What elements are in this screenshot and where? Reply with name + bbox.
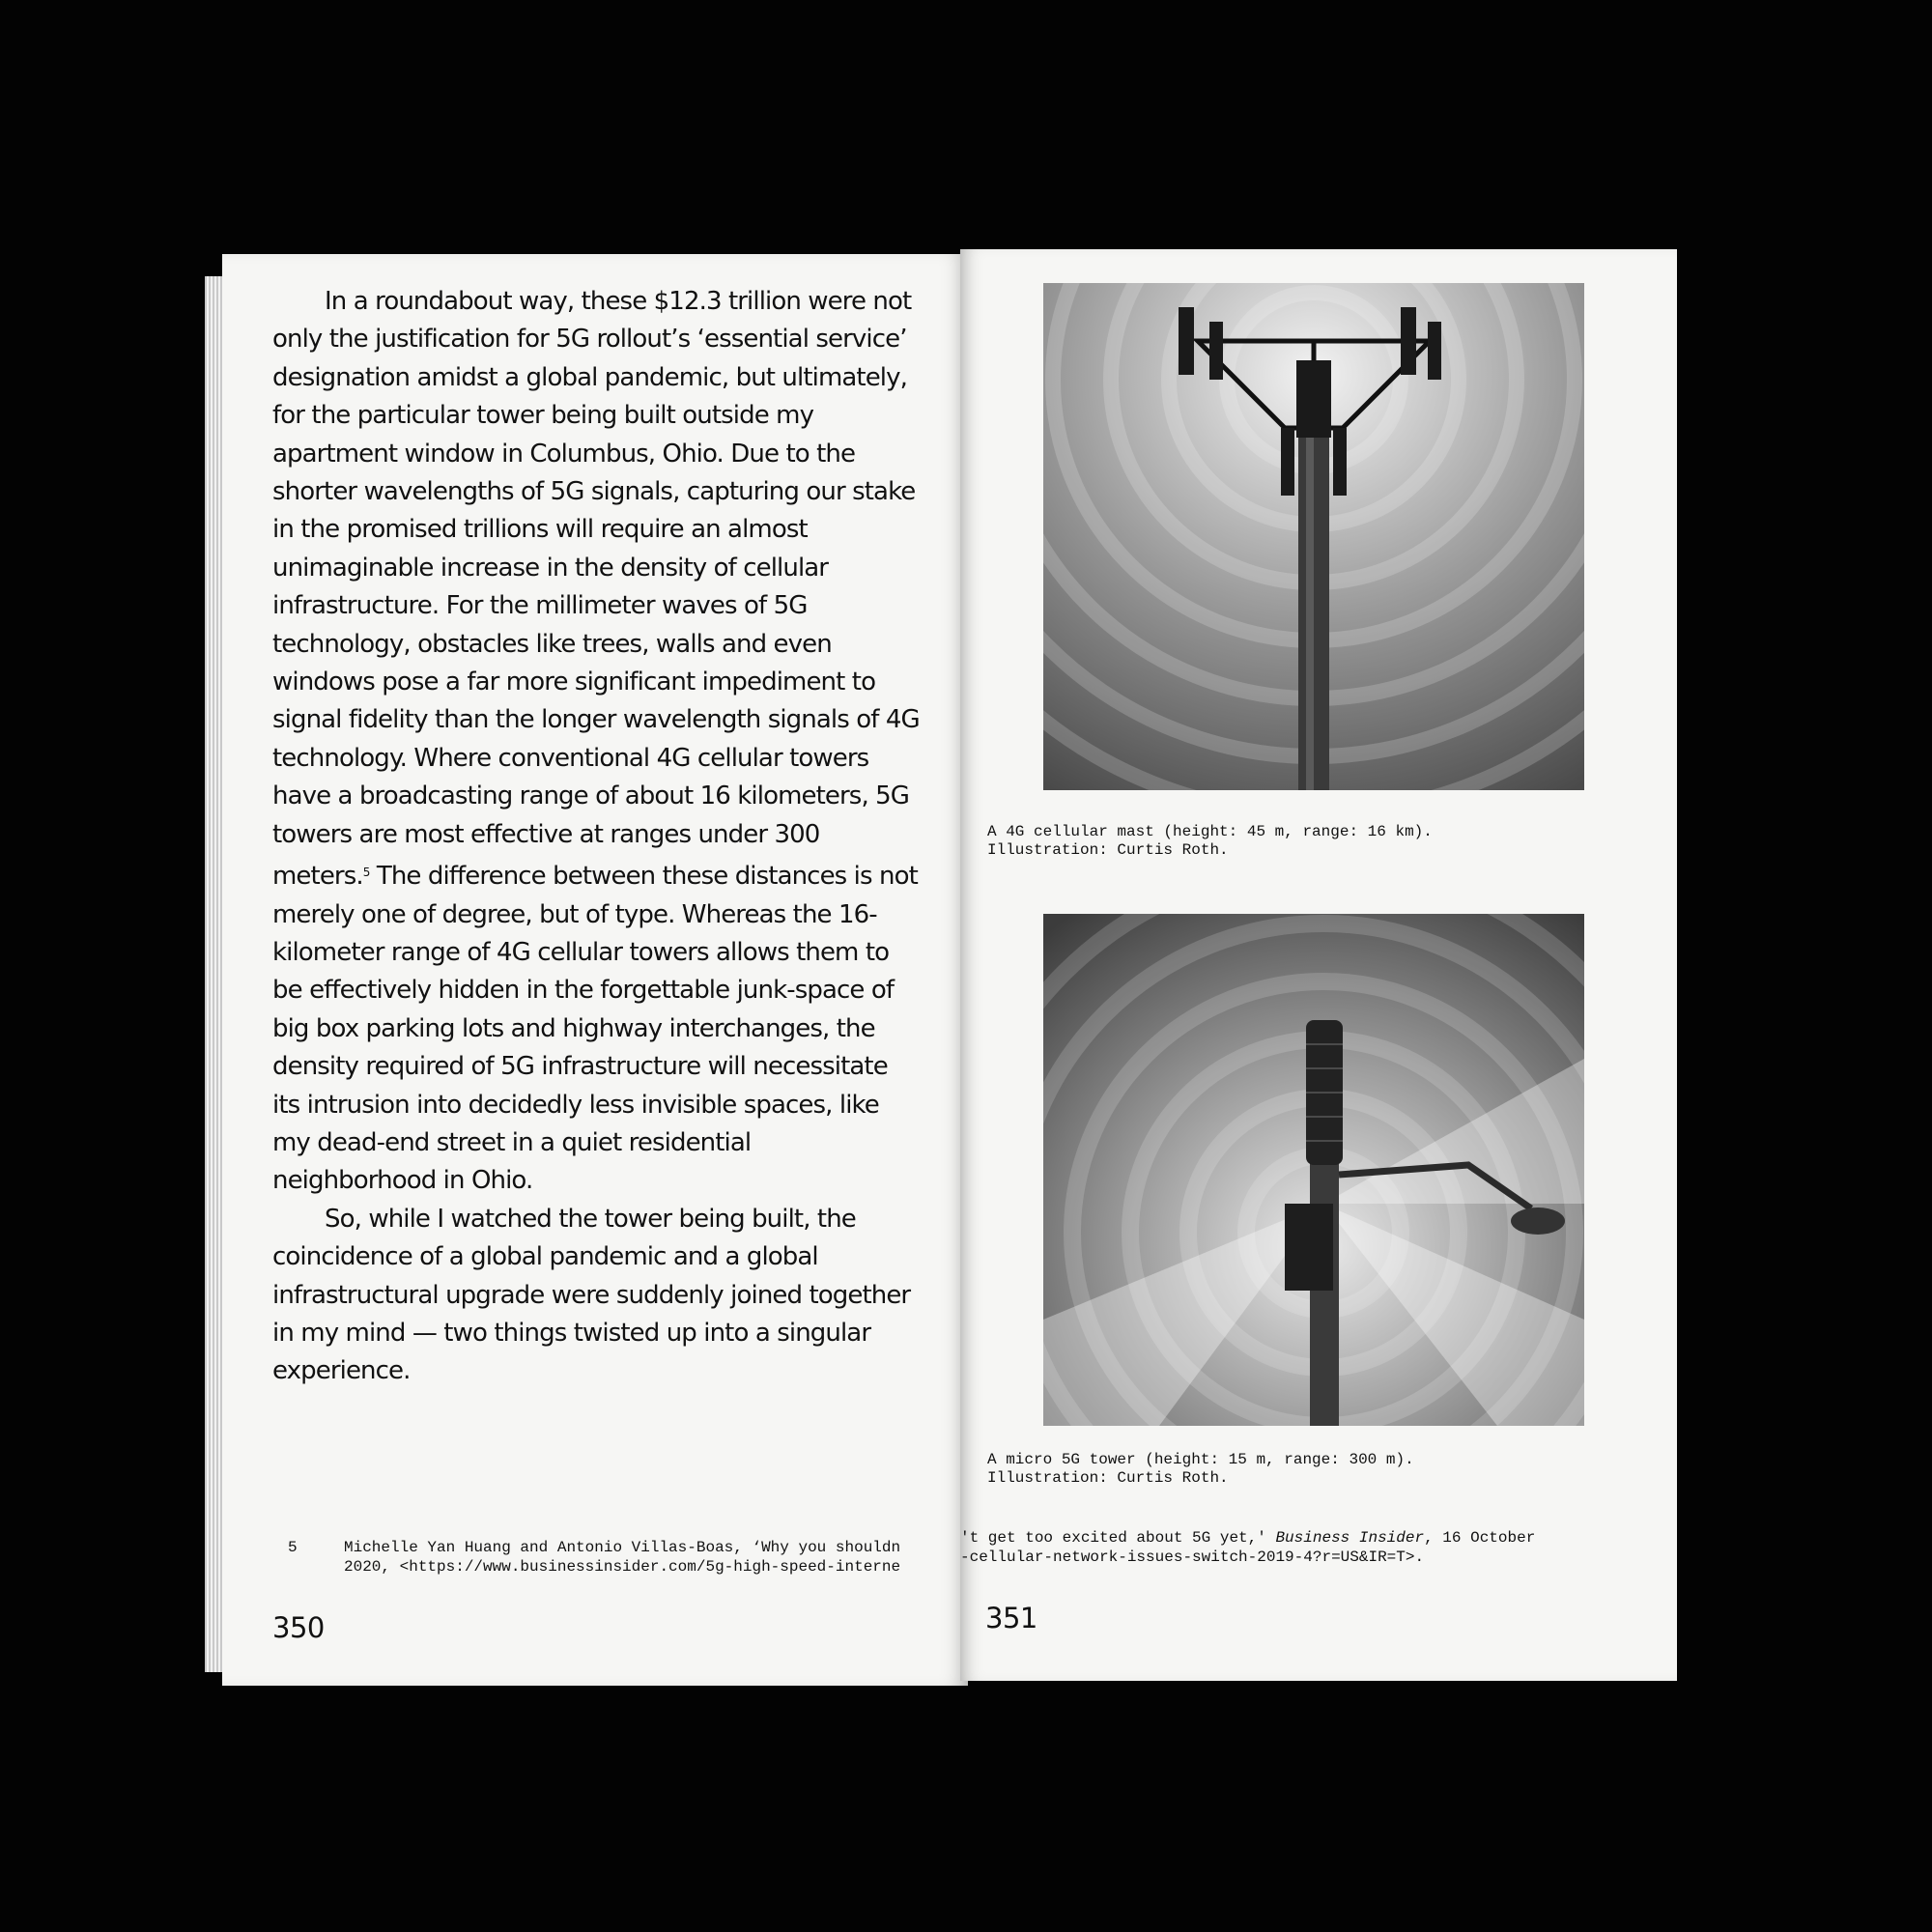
- footnote-number: 5: [288, 1539, 298, 1556]
- figure-4g-mast: [1043, 283, 1584, 790]
- main-text: [272, 283, 920, 1391]
- footnote-right-line-1b: , 16 October: [1424, 1529, 1536, 1547]
- paragraph-1-tail: The difference between these distances is not merely one of degree, but of type. Whereas the 16-kilometer range of 4G cellular towers allows them to be effectively hidden in the forgettable junk-space of big box parking lots and highway interchanges, the density required of 5G infrastructure will necessitate its intrusion into decidedly less invisible spaces, like my dead-end street in a quiet residential neighborhood in Ohio.: [272, 862, 918, 1196]
- figure-2-caption: [987, 1451, 1414, 1488]
- footnote-right: [960, 1528, 1535, 1567]
- page-number-left: 350: [272, 1611, 325, 1644]
- figure-1-caption-line-2: Illustration: Curtis Roth.: [987, 841, 1229, 859]
- figure-2-caption-line-2: Illustration: Curtis Roth.: [987, 1469, 1229, 1487]
- open-book: [205, 249, 1683, 1689]
- footnote-right-line-2: -cellular-network-issues-switch-2019-4?r=US&IR=T>.: [960, 1548, 1425, 1566]
- paragraph-2: So, while I watched the tower being built, the coincidence of a global pandemic and a global infrastructural upgrade were suddenly joined together in my mind — two things twisted up into a singular experience.: [272, 1204, 911, 1386]
- equipment-box-icon: [1285, 1204, 1333, 1291]
- footnote-ref: 5: [362, 866, 370, 880]
- right-page: [960, 249, 1677, 1681]
- footnote-right-line-1a: 't get too excited about 5G yet,': [960, 1529, 1276, 1547]
- footnote-left-line-1: Michelle Yan Huang and Antonio Villas-Boas, ‘Why you shouldn: [344, 1539, 901, 1556]
- figure-1-caption-line-1: A 4G cellular mast (height: 45 m, range: 16 km).: [987, 823, 1433, 840]
- paragraph-1-head: In a roundabout way, these $12.3 trillion were not only the justification for 5G rollout’s ‘essential service’ designation amidst a global pandemic, but ultimately, for the particular tower being built outside my apartment window in Columbus, Ohio. Due to the shorter wavelengths of 5G signals, capturing our stake in the promised trillions will require an almost unimaginable increase in the density of cellular infrastructure. For the millimeter waves of 5G technology, obstacles like trees, walls and even windows pose a far more significant impediment to signal fidelity than the longer wavelength signals of 4G technology. Where conventional 4G cellular towers have a broadcasting range of about 16 kilometers, 5G towers are most effective at ranges under 300 meters.: [272, 287, 920, 892]
- paragraph-1: [272, 283, 920, 1201]
- left-page: [222, 254, 968, 1686]
- figure-1-caption: [987, 823, 1433, 860]
- footnote-left: [344, 1538, 900, 1577]
- footnote-left-line-2: 2020, <https://www.businessinsider.com/5g-high-speed-interne: [344, 1558, 901, 1576]
- figure-5g-micro-tower: [1043, 914, 1584, 1426]
- streetlight-head-icon: [1511, 1208, 1565, 1235]
- figure-2-caption-line-1: A micro 5G tower (height: 15 m, range: 300 m).: [987, 1451, 1414, 1468]
- page-number-right: 351: [985, 1602, 1037, 1634]
- footnote-publication: Business Insider: [1275, 1529, 1425, 1547]
